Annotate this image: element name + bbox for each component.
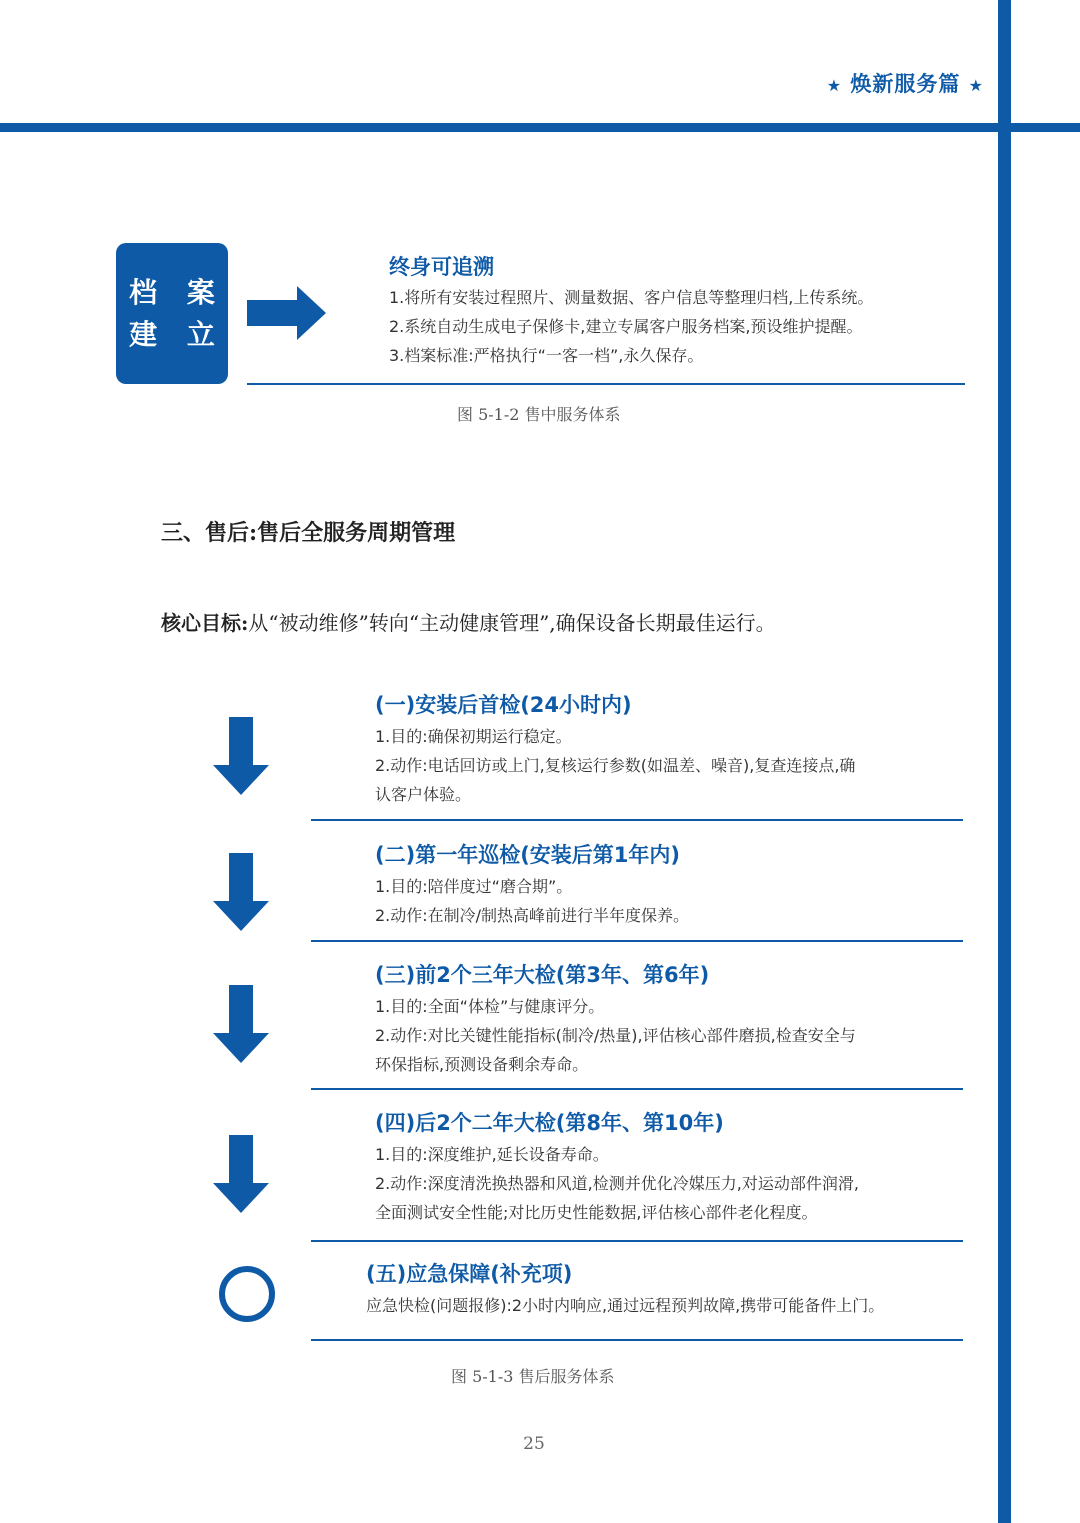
divider: [311, 1339, 963, 1341]
arrow-down-icon: [213, 985, 269, 1063]
archive-item: 3.档案标准:严格执行“一客一档”,永久保存。: [389, 346, 704, 365]
core-goal-label: 核心目标:: [161, 611, 249, 635]
step-title: (五)应急保障(补充项): [366, 1262, 573, 1286]
step-title: (三)前2个三年大检(第3年、第6年): [375, 963, 710, 987]
divider: [311, 1088, 963, 1090]
archive-label-line1: 档 案: [129, 275, 225, 309]
archive-item: 2.系统自动生成电子保修卡,建立专属客户服务档案,预设维护提醒。: [389, 317, 863, 336]
step-line: 1.目的:深度维护,延长设备寿命。: [375, 1145, 609, 1164]
divider: [247, 383, 965, 385]
arrow-down-icon: [213, 717, 269, 795]
step-line: 1.目的:全面“体检”与健康评分。: [375, 997, 605, 1016]
step-title: (一)安装后首检(24小时内): [375, 693, 632, 717]
divider: [311, 1240, 963, 1242]
step-line: 环保指标,预测设备剩余寿命。: [375, 1055, 589, 1074]
side-rule: [998, 0, 1011, 1523]
figure-caption: 图 5-1-2 售中服务体系: [457, 405, 621, 424]
archive-label-line2: 建 立: [129, 317, 225, 351]
step-line: 全面测试安全性能;对比历史性能数据,评估核心部件老化程度。: [375, 1203, 818, 1222]
star-icon: ★: [968, 76, 984, 95]
step-title: (四)后2个二年大检(第8年、第10年): [375, 1111, 724, 1135]
step-line: 1.目的:确保初期运行稳定。: [375, 727, 572, 746]
arrow-down-icon: [213, 1135, 269, 1213]
step-title: (二)第一年巡检(安装后第1年内): [375, 843, 681, 867]
figure-caption: 图 5-1-3 售后服务体系: [451, 1367, 615, 1386]
core-goal-text: 从“被动维修”转向“主动健康管理”,确保设备长期最佳运行。: [248, 611, 776, 635]
chapter-tag: [827, 68, 984, 98]
step-line: 2.动作:电话回访或上门,复核运行参数(如温差、噪音),复查连接点,确: [375, 756, 856, 775]
star-icon: ★: [826, 76, 843, 95]
divider: [311, 940, 963, 942]
section-heading: 三、售后:售后全服务周期管理: [161, 520, 456, 546]
step-line: 1.目的:陪伴度过“磨合期”。: [375, 877, 573, 896]
header-rule: [0, 123, 1080, 132]
archive-title: 终身可追溯: [389, 255, 494, 279]
arrow-down-icon: [213, 853, 269, 931]
step-line: 应急快检(问题报修):2小时内响应,通过远程预判故障,携带可能备件上门。: [366, 1296, 885, 1315]
archive-item: 1.将所有安装过程照片、测量数据、客户信息等整理归档,上传系统。: [389, 288, 874, 307]
arrow-right-icon: [247, 286, 327, 340]
step-line: 2.动作:对比关键性能指标(制冷/热量),评估核心部件磨损,检查安全与: [375, 1026, 856, 1045]
circle-icon: [219, 1266, 275, 1322]
step-line: 2.动作:深度清洗换热器和风道,检测并优化冷媒压力,对运动部件润滑,: [375, 1174, 859, 1193]
step-line: 认客户体验。: [375, 785, 472, 804]
chapter-title: 焕新服务篇: [850, 72, 961, 96]
divider: [311, 819, 963, 821]
step-line: 2.动作:在制冷/制热高峰前进行半年度保养。: [375, 906, 690, 925]
page-number: 25: [523, 1434, 545, 1454]
core-goal: [161, 607, 776, 636]
archive-label-box: [116, 243, 228, 384]
